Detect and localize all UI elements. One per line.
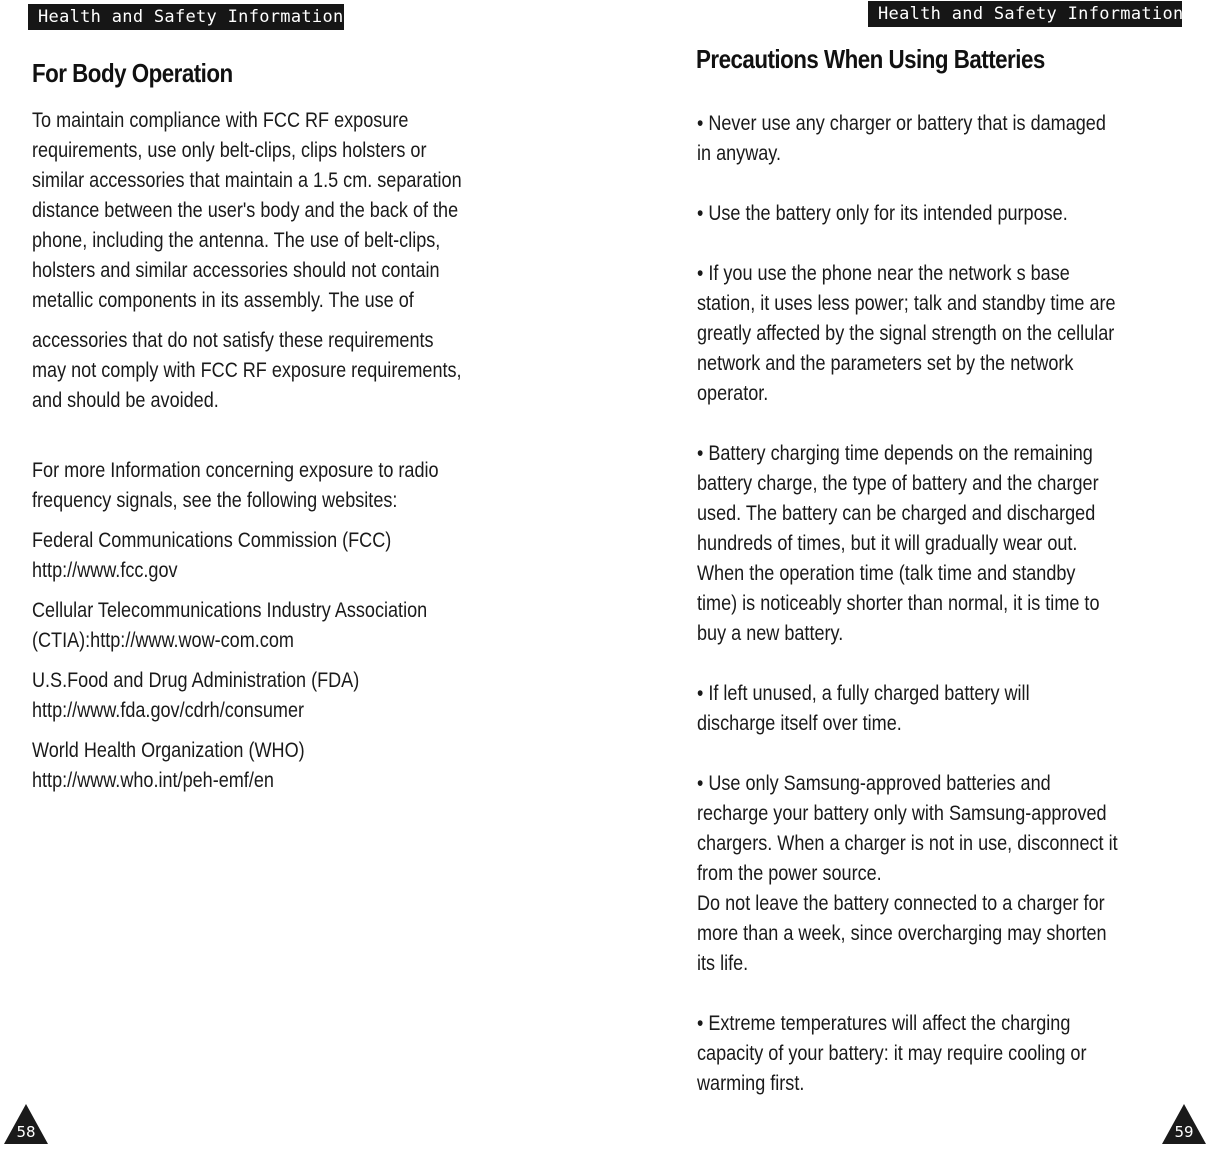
bullet-line: network and the parameters set by the network	[697, 352, 1074, 375]
left-page	[0, 0, 600, 1150]
page-title: Precautions When Using Batteries	[696, 44, 1045, 74]
website-link-who[interactable]: http://www.who.int/peh-emf/en	[32, 769, 274, 792]
text-line: distance between the user's body and the back of the	[32, 199, 459, 222]
text-line: and should be avoided.	[32, 389, 219, 412]
page-number: 59	[1174, 1123, 1194, 1141]
body-operation-text	[32, 106, 592, 796]
text-line: For more Information concerning exposure to radio	[32, 459, 439, 482]
section-header: Health and Safety Information	[28, 4, 344, 30]
bullet-line: station, it uses less power; talk and standby time are	[697, 292, 1116, 315]
text-line: phone, including the antenna. The use of belt-clips,	[32, 229, 441, 252]
bullet-line: • If left unused, a fully charged battery will	[697, 682, 1030, 705]
website-name-ctia: Cellular Telecommunications Industry Association	[32, 599, 428, 622]
bullet-line: Do not leave the battery connected to a charger for	[697, 892, 1105, 915]
bullet-line: greatly affected by the signal strength on the cellular	[697, 322, 1115, 345]
page-number-badge	[2, 1102, 50, 1146]
battery-precautions-list	[697, 109, 1207, 1099]
page-number-badge	[1160, 1102, 1208, 1146]
bullet-line: • Use the battery only for its intended purpose.	[697, 202, 1068, 225]
bullet-line: • Use only Samsung-approved batteries and	[697, 772, 1051, 795]
bullet-line: operator.	[697, 382, 769, 405]
bullet-line: discharge itself over time.	[697, 712, 902, 735]
page-title: For Body Operation	[32, 58, 233, 88]
text-line: similar accessories that maintain a 1.5 cm. separation	[32, 169, 462, 192]
website-link-fda[interactable]: http://www.fda.gov/cdrh/consumer	[32, 699, 305, 722]
text-line: accessories that do not satisfy these requirements	[32, 329, 434, 352]
bullet-line: time) is noticeably shorter than normal, it is time to	[697, 592, 1100, 615]
bullet-line: capacity of your battery: it may require cooling or	[697, 1042, 1087, 1065]
section-header: Health and Safety Information	[868, 1, 1182, 27]
website-name-fcc: Federal Communications Commission (FCC)	[32, 529, 392, 552]
text-line: may not comply with FCC RF exposure requirements,	[32, 359, 462, 382]
bullet-line: • Never use any charger or battery that is damaged	[697, 112, 1106, 135]
text-line: metallic components in its assembly. The use of	[32, 289, 414, 312]
bullet-line: hundreds of times, but it will gradually wear out.	[697, 532, 1078, 555]
bullet-line: in anyway.	[697, 142, 781, 165]
bullet-line: from the power source.	[697, 862, 882, 885]
bullet-line: • Battery charging time depends on the remaining	[697, 442, 1093, 465]
bullet-line: used. The battery can be charged and discharged	[697, 502, 1096, 525]
text-line: frequency signals, see the following websites:	[32, 489, 398, 512]
bullet-line: chargers. When a charger is not in use, disconnect it	[697, 832, 1118, 855]
bullet-line: recharge your battery only with Samsung-approved	[697, 802, 1107, 825]
page-number: 58	[16, 1123, 36, 1141]
bullet-line: • Extreme temperatures will affect the charging	[697, 1012, 1071, 1035]
website-name-fda: U.S.Food and Drug Administration (FDA)	[32, 669, 360, 692]
website-link-ctia[interactable]: (CTIA):http://www.wow-com.com	[32, 629, 294, 652]
bullet-line: battery charge, the type of battery and the charger	[697, 472, 1099, 495]
website-link-fcc[interactable]: http://www.fcc.gov	[32, 559, 178, 582]
bullet-line: • If you use the phone near the network s base	[697, 262, 1070, 285]
bullet-line: its life.	[697, 952, 749, 975]
website-name-who: World Health Organization (WHO)	[32, 739, 305, 762]
bullet-line: buy a new battery.	[697, 622, 844, 645]
bullet-line: When the operation time (talk time and standby	[697, 562, 1076, 585]
right-page	[600, 0, 1214, 1150]
bullet-line: warming first.	[697, 1072, 805, 1095]
text-line: To maintain compliance with FCC RF exposure	[32, 109, 409, 132]
bullet-line: more than a week, since overcharging may shorten	[697, 922, 1107, 945]
text-line: holsters and similar accessories should not contain	[32, 259, 440, 282]
text-line: requirements, use only belt-clips, clips holsters or	[32, 139, 427, 162]
